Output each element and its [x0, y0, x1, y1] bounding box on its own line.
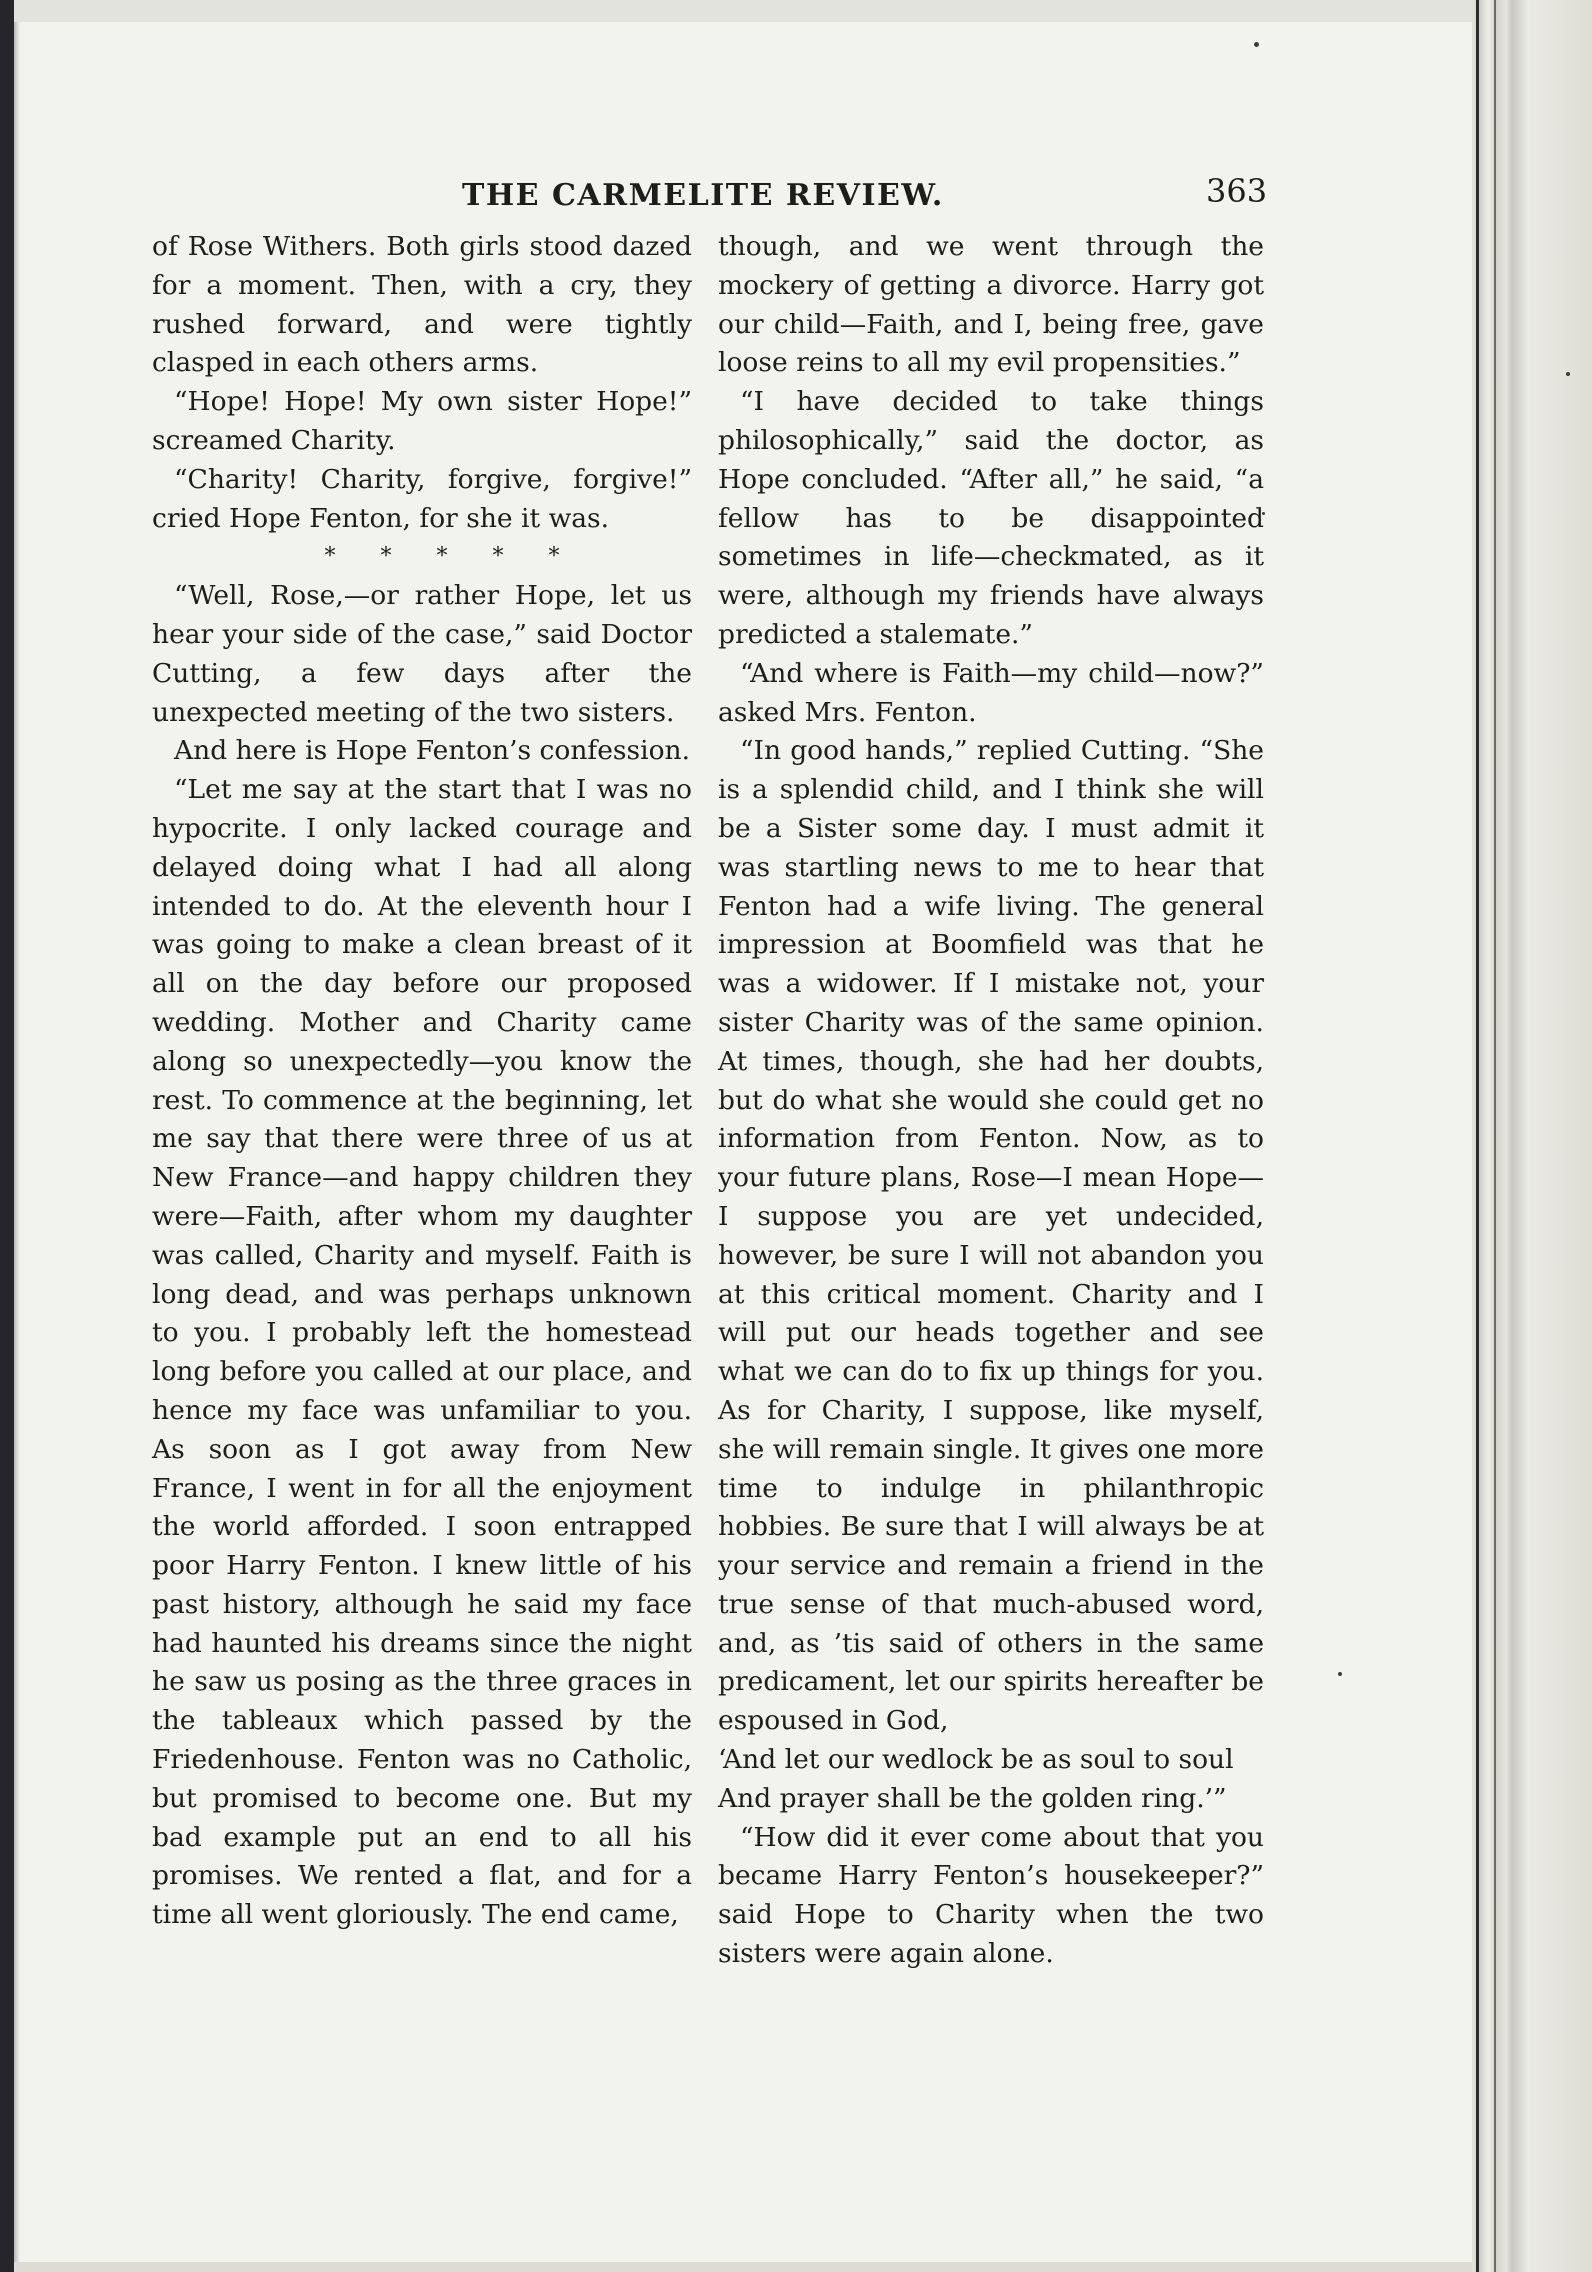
- paragraph: “How did it ever come about that you became Harry Fenton’s housekeeper?” said Hope to Charity when the two sisters were again alone.: [718, 1821, 1264, 1970]
- top-margin-shade: [14, 0, 1472, 22]
- left-scan-edge: [0, 0, 14, 2272]
- paragraph: “I have decided to take things philosophically,” said the doctor, as Hope concluded. “After all,” he said, “a fellow has to be disappointed sometimes in life—checkmated, as it were, although my friends have always predicted a stalemate.”: [718, 386, 1264, 650]
- left-column: [152, 228, 692, 1935]
- paragraph: And here is Hope Fenton’s confession.: [174, 735, 691, 767]
- gutter-line-light: [1494, 0, 1496, 2272]
- section-separator: * * * * *: [324, 544, 560, 570]
- paragraph: “Hope! Hope! My own sister Hope!” screamed Charity.: [152, 386, 692, 456]
- paragraph: of Rose Withers. Both girls stood dazed for a moment. Then, with a cry, they rushed forward, and were tightly clasped in each others arms.: [152, 231, 692, 379]
- gutter-line-dark: [1476, 0, 1479, 2272]
- scan-speck: [1254, 42, 1259, 47]
- verse-line: ‘And let our wedlock be as soul to soul: [718, 1744, 1234, 1776]
- paragraph: though, and we went through the mockery of getting a divorce. Harry got our child—Faith, and I, being free, gave loose reins to all my evil propensities.”: [718, 231, 1264, 379]
- paragraph: “And where is Faith—my child—now?” asked Mrs. Fenton.: [718, 657, 1264, 728]
- verse-line: And prayer shall be the golden ring.’”: [718, 1782, 1227, 1814]
- paragraph: “In good hands,” replied Cutting. “She is a splendid child, and I think she will be a Sister some day. I must admit it was startling news to me to hear that Fenton had a wife living. The general impression at Boomfield was that he was a widower. If I mistake not, your sister Charity was of the same opinion. At times, though, she had her doubts, but do what she would she could get no information from Fenton. Now, as to your future plans, Rose—I mean Hope—I suppose you are yet undecided, however, be sure I will not abandon you at this critical moment. Charity and I will put our heads together and see what we can do to fix up things for you. As for Charity, I suppose, like myself, she will remain single. It gives one more time to indulge in philanthropic hobbies. Be sure that I will always be at your service and remain a friend in the true sense of that much-abused word, and, as ’tis said of others in the same predicament, let our spirits hereafter be espoused in God,: [718, 735, 1264, 1737]
- book-gutter: [1472, 0, 1592, 2272]
- paragraph: “Well, Rose,—or rather Hope, let us hear your side of the case,” said Doctor Cutting, a few days after the unexpected meeting of the two sisters.: [152, 580, 692, 728]
- right-column: [718, 228, 1264, 1974]
- paragraph: “Let me say at the start that I was no hypocrite. I only lacked courage and delayed doing what I had all along intended to do. At the eleventh hour I was going to make a clean breast of it all on the day before our proposed wedding. Mother and Charity came along so unexpectedly—you know the rest. To commence at the beginning, let me say that there were three of us at New France—and happy children they were—Faith, after whom my daughter was called, Charity and myself. Faith is long dead, and was perhaps unknown to you. I probably left the homestead long before you called at our place, and hence my face was unfamiliar to you. As soon as I got away from New France, I went in for all the enjoyment the world afforded. I soon entrapped poor Harry Fenton. I knew little of his past history, although he said my face had haunted his dreams since the night he saw us posing as the three graces in the tableaux which passed by the Friedenhouse. Fenton was no Catholic, but promised to become one. But my bad example put an end to all his promises. We rented a flat, and for a time all went gloriously. The end came,: [152, 774, 692, 1931]
- scan-speck: [1566, 372, 1570, 376]
- scan-speck: [1338, 1672, 1342, 1676]
- page-number: 363: [1206, 172, 1268, 210]
- running-title: THE CARMELITE REVIEW.: [462, 178, 944, 213]
- left-edge-shadow: [14, 22, 20, 2262]
- paragraph: “Charity! Charity, forgive, forgive!” cried Hope Fenton, for she it was.: [152, 463, 692, 534]
